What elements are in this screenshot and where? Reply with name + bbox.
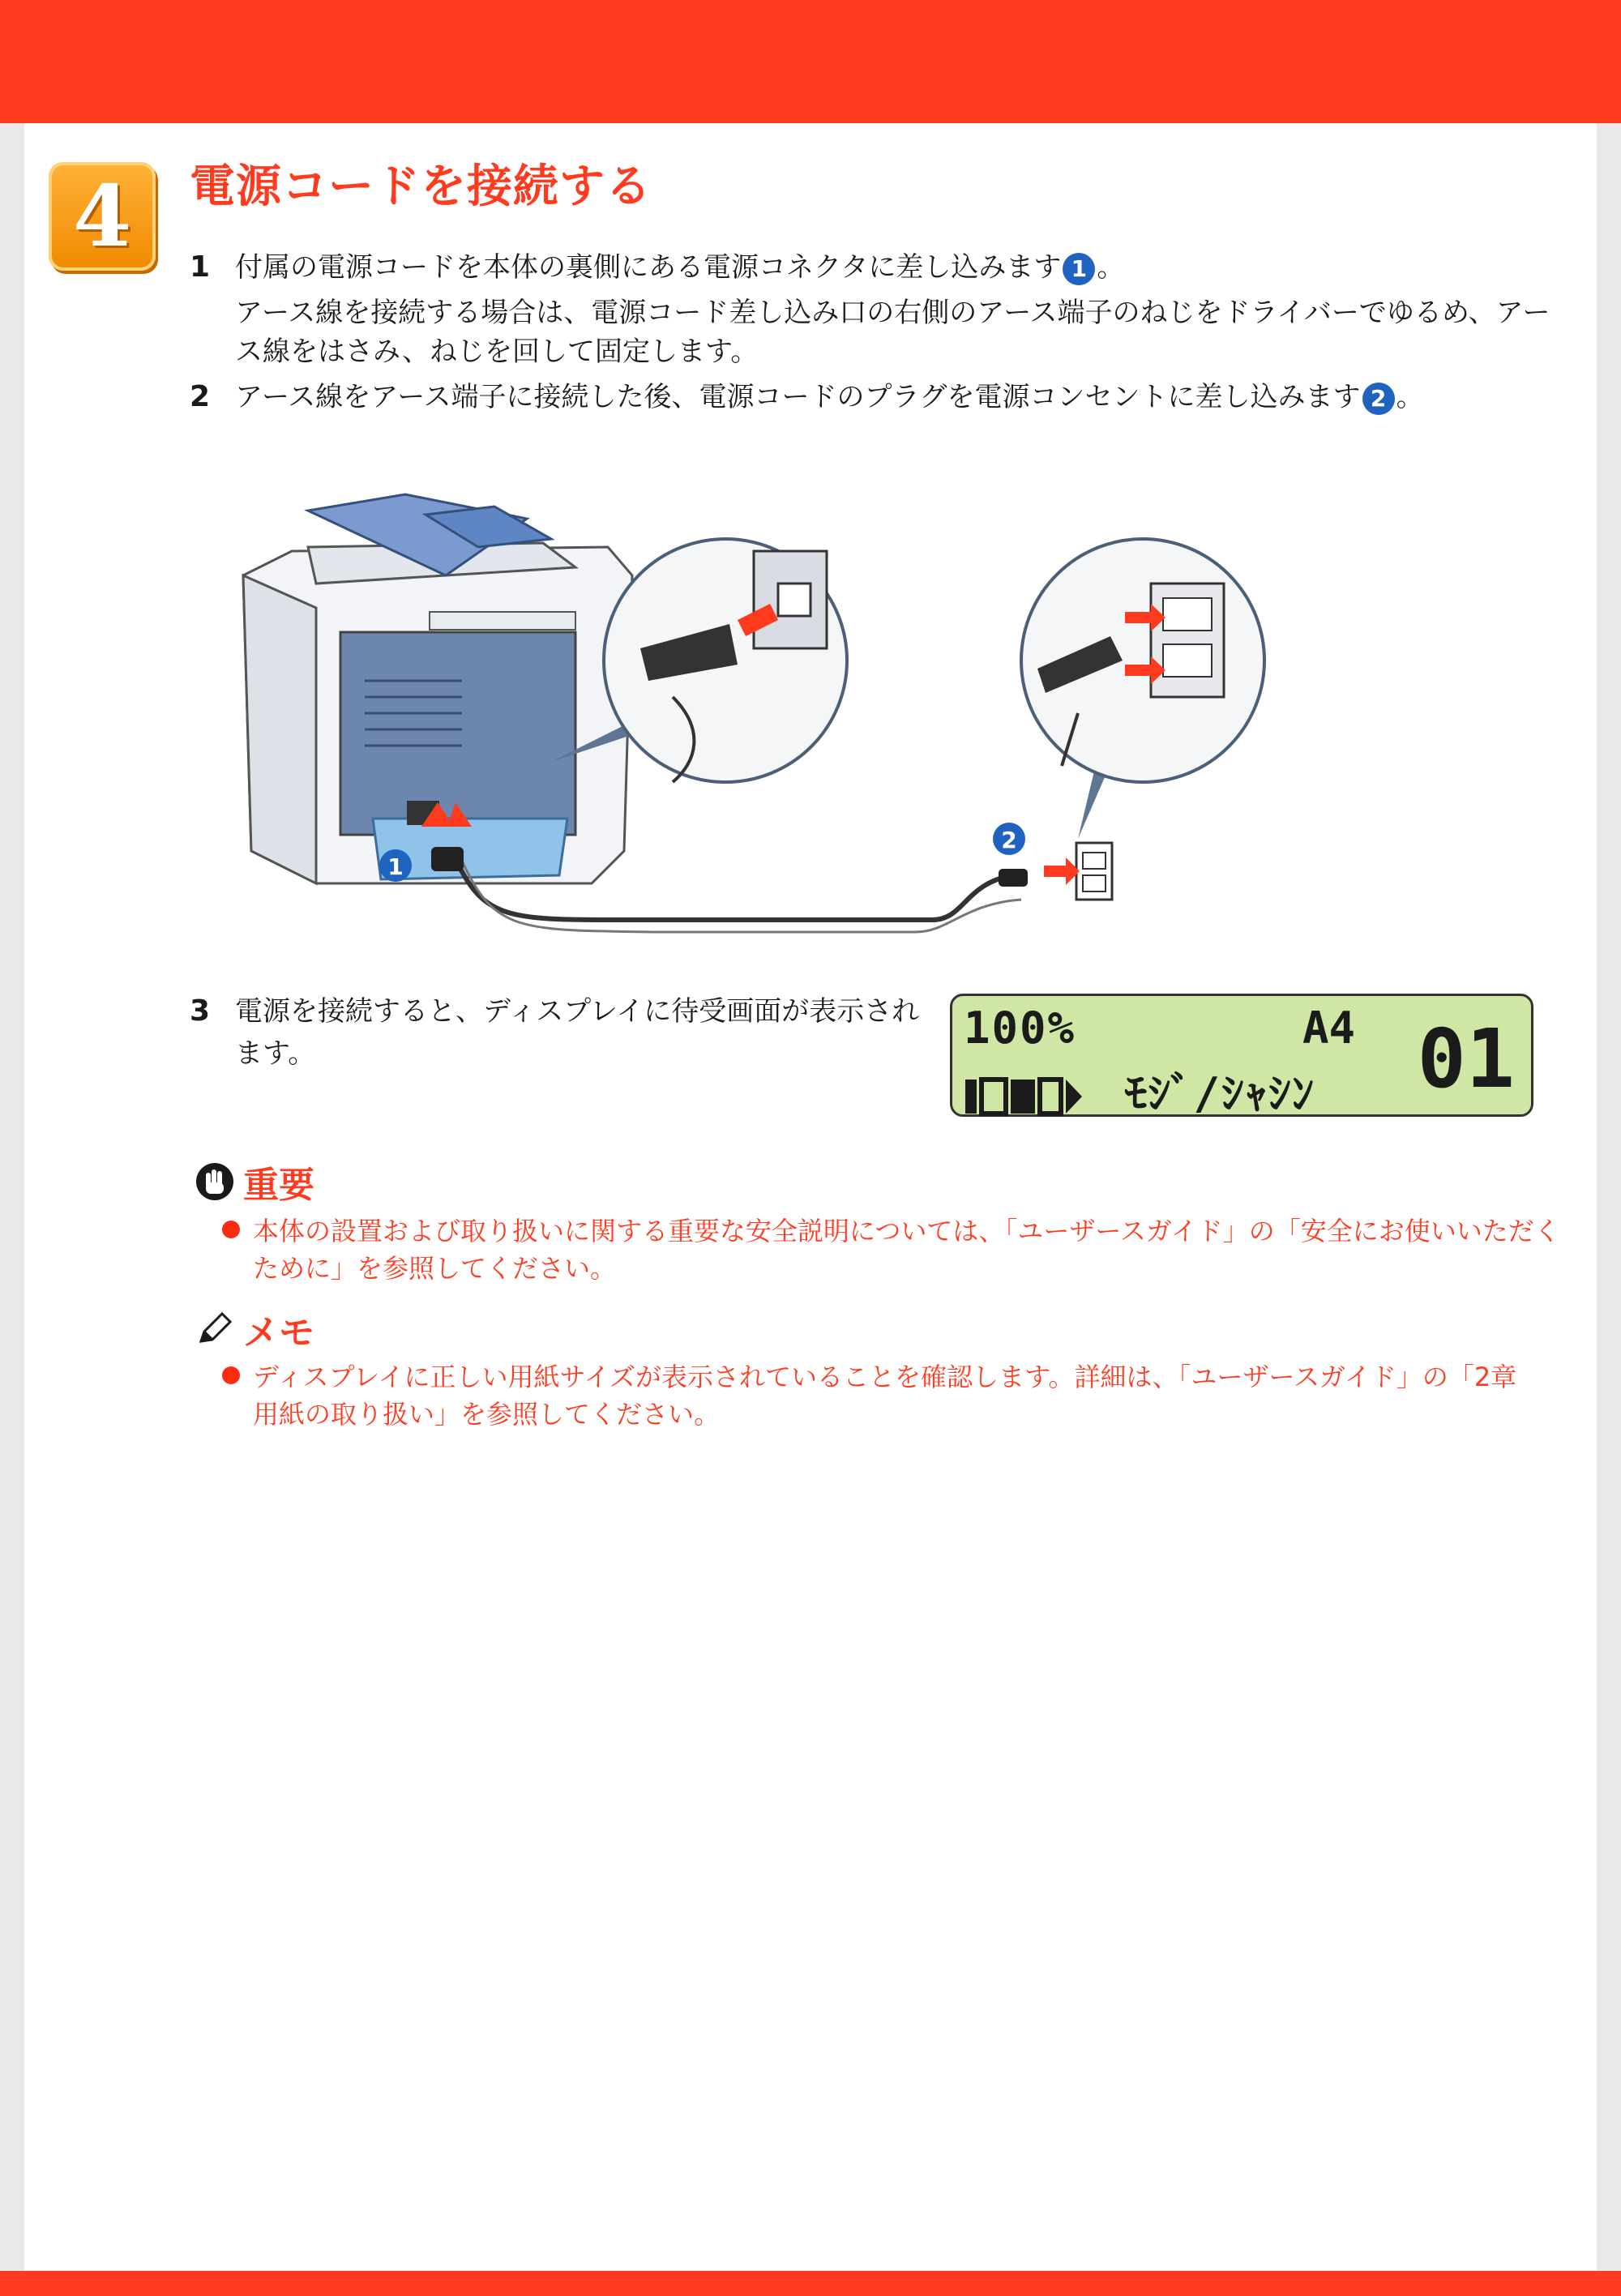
lcd-mode-line [964, 1059, 1315, 1122]
step-3-number: 3 [190, 994, 211, 1028]
step-2-end: 。 [1396, 381, 1424, 413]
marker-2-icon: 2 [1362, 383, 1395, 415]
bullet-icon [222, 1366, 240, 1384]
cord-plug-2 [999, 869, 1028, 887]
memo-note [224, 1358, 1561, 1433]
lcd-standby-display [950, 994, 1533, 1117]
step-1-number: 1 [190, 250, 211, 284]
memo-heading [195, 1303, 314, 1355]
step-2 [190, 378, 1584, 417]
step-2-number: 2 [190, 380, 211, 413]
important-text: 本体の設置および取り扱いに関する重要な安全説明については、「ユーザースガイド」の「安全にお使いいただくために」を参照してください。 [253, 1216, 1560, 1284]
hand-stop-icon [195, 1161, 235, 1202]
marker-1-icon: 1 [1063, 253, 1095, 285]
section-title: 電源コードを接続する [190, 160, 652, 213]
step-3-text: 電源を接続すると、ディスプレイに待受画面が表示されます。 [235, 995, 920, 1070]
step-1-end: 。 [1097, 251, 1125, 284]
cord-plug-1 [431, 847, 464, 871]
callout-1-label: 1 [387, 853, 404, 880]
density-bar-icon [964, 1075, 1085, 1118]
step-number: 4 [72, 166, 132, 266]
pencil-icon [195, 1309, 235, 1349]
lcd-paper-size: A4 [1302, 1003, 1356, 1054]
lcd-zoom: 100% [964, 1003, 1076, 1054]
memo-text: ディスプレイに正しい用紙サイズが表示されていることを確認します。詳細は、「ユーザースガイド」の「2章 用紙の取り扱い」を参照してください。 [253, 1362, 1543, 1430]
step-1 [190, 248, 1568, 287]
step-1-detail [190, 293, 1576, 371]
lcd-copy-count: 01 [1417, 1011, 1515, 1106]
step-1-main: 付属の電源コードを本体の裏側にある電源コネクタに差し込みます [235, 251, 1062, 284]
important-note [224, 1212, 1561, 1287]
bullet-icon [222, 1221, 240, 1238]
callout-2-label: 2 [1001, 827, 1017, 853]
important-heading [195, 1156, 314, 1208]
step-2-text [235, 378, 1584, 417]
step-1-detail-text: アース線を接続する場合は、電源コード差し込み口の右側のアース端子のねじをドライバーでゆるめ、アース線をはさみ、ねじを回して固定します。 [235, 297, 1550, 368]
bottom-banner [0, 2271, 1621, 2296]
important-heading-text: 重要 [243, 1165, 314, 1206]
step-number-badge [49, 162, 156, 271]
lcd-mode: ﾓｼﾞ/ｼｬｼﾝ [1124, 1068, 1316, 1119]
step-3 [190, 990, 935, 1075]
memo-heading-text: メモ [243, 1312, 314, 1353]
step-1-text [235, 248, 1568, 287]
power-cord-illustration [219, 470, 1289, 973]
step-2-main: アース線をアース端子に接続した後、電源コードのプラグを電源コンセントに差し込みます [235, 381, 1361, 413]
top-banner [0, 0, 1621, 123]
